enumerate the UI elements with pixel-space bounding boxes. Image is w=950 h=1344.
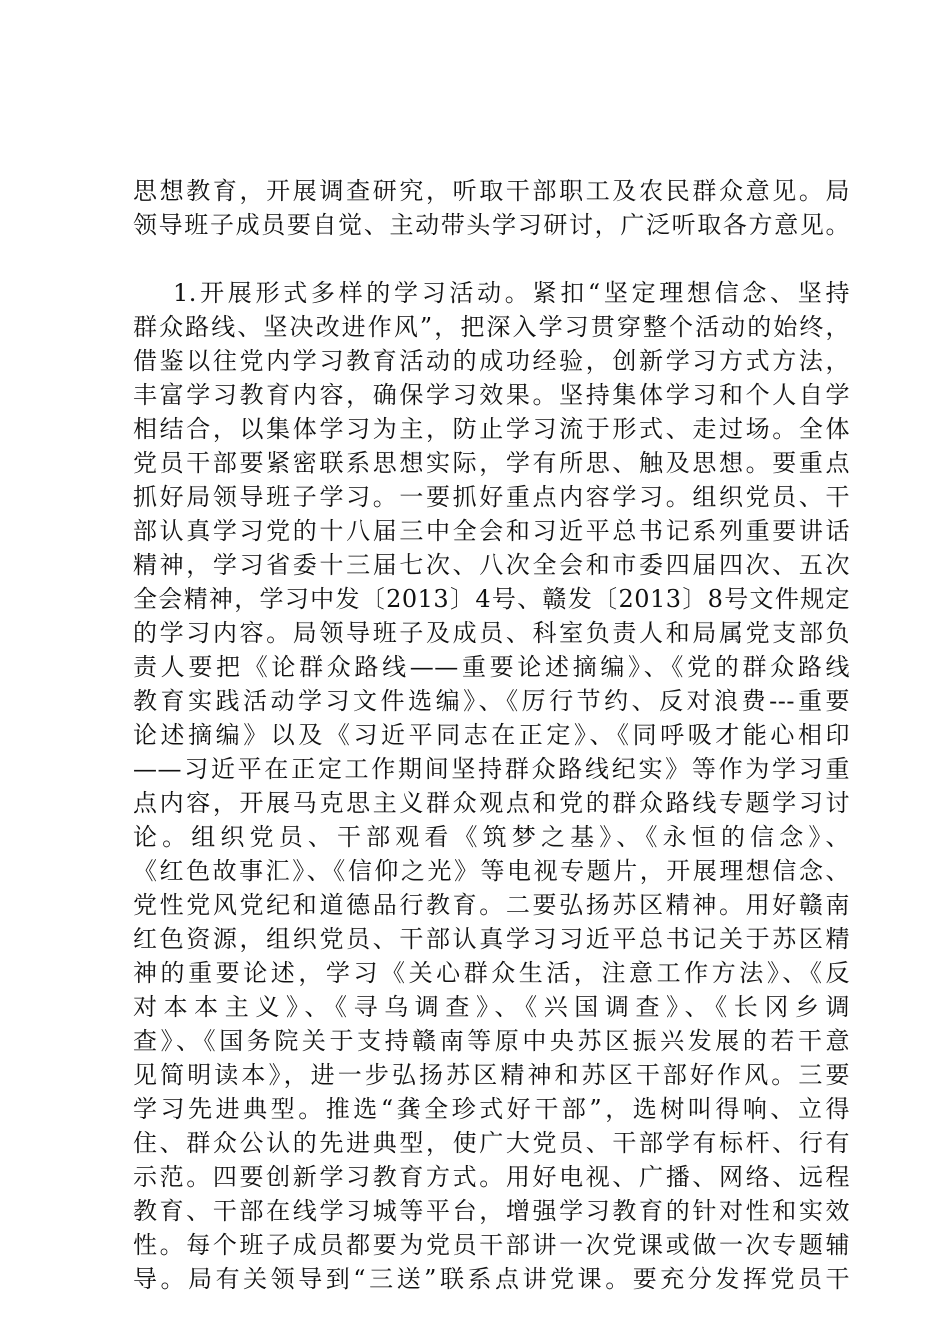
text-line: 红色资源，组织党员、干部认真学习习近平总书记关于苏区精: [133, 925, 850, 953]
text-line: 点内容，开展马克思主义群众观点和党的群众路线专题学习讨: [133, 789, 850, 817]
text-line: 党性党风党纪和道德品行教育。二要弘扬苏区精神。用好赣南: [133, 891, 850, 919]
text-line: 丰富学习教育内容，确保学习效果。坚持集体学习和个人自学: [133, 381, 850, 409]
text-line: 教育、干部在线学习城等平台，增强学习教育的针对性和实效: [133, 1197, 850, 1225]
text-line: 教育实践活动学习文件选编》、《厉行节约、反对浪费---重要: [133, 687, 850, 715]
text-line: 群众路线、坚决改进作风”，把深入学习贯穿整个活动的始终，: [133, 313, 850, 341]
text-line: 借鉴以往党内学习教育活动的成功经验，创新学习方式方法，: [133, 347, 850, 375]
text-line: 学习先进典型。推选“龚全珍式好干部”，选树叫得响、立得: [133, 1095, 850, 1123]
text-line: 导。局有关领导到“三送”联系点讲党课。要充分发挥党员干: [133, 1265, 850, 1293]
text-line: 领导班子成员要自觉、主动带头学习研讨，广泛听取各方意见。: [133, 211, 850, 239]
text-line: 性。每个班子成员都要为党员干部讲一次党课或做一次专题辅: [133, 1231, 850, 1259]
text-line: 全会精神，学习中发〔2013〕4号、赣发〔2013〕8号文件规定: [133, 585, 850, 613]
text-line: 见简明读本》，进一步弘扬苏区精神和苏区干部好作风。三要: [133, 1061, 850, 1089]
text-line: 的学习内容。局领导班子及成员、科室负责人和局属党支部负: [133, 619, 850, 647]
text-line: 相结合，以集体学习为主，防止学习流于形式、走过场。全体: [133, 415, 850, 443]
text-line: 精神，学习省委十三届七次、八次全会和市委四届四次、五次: [133, 551, 850, 579]
text-line: 住、群众公认的先进典型，使广大党员、干部学有标杆、行有: [133, 1129, 850, 1157]
text-line: 责人要把《论群众路线——重要论述摘编》、《党的群众路线: [133, 653, 850, 681]
text-line: 抓好局领导班子学习。一要抓好重点内容学习。组织党员、干: [133, 483, 850, 511]
text-line: 示范。四要创新学习教育方式。用好电视、广播、网络、远程: [133, 1163, 850, 1191]
text-line: 党员干部要紧密联系思想实际，学有所思、触及思想。要重点: [133, 449, 850, 477]
text-line: 查》、《国务院关于支持赣南等原中央苏区振兴发展的若干意: [133, 1027, 850, 1055]
text-line: 思想教育，开展调查研究，听取干部职工及农民群众意见。局: [133, 177, 850, 205]
text-line: 论。组织党员、干部观看《筑梦之基》、《永恒的信念》、: [133, 823, 850, 851]
text-line: 神的重要论述，学习《关心群众生活，注意工作方法》、《反: [133, 959, 850, 987]
text-line: 1.开展形式多样的学习活动。紧扣“坚定理想信念、坚持: [173, 279, 850, 307]
text-line: ——习近平在正定工作期间坚持群众路线纪实》等作为学习重: [133, 755, 850, 783]
text-line: 对本本主义》、《寻乌调查》、《兴国调查》、《长冈乡调: [133, 993, 850, 1021]
text-line: 《红色故事汇》、《信仰之光》等电视专题片，开展理想信念、: [133, 857, 850, 885]
text-line: 论述摘编》以及《习近平同志在正定》、《同呼吸才能心相印: [133, 721, 850, 749]
text-line: 部认真学习党的十八届三中全会和习近平总书记系列重要讲话: [133, 517, 850, 545]
